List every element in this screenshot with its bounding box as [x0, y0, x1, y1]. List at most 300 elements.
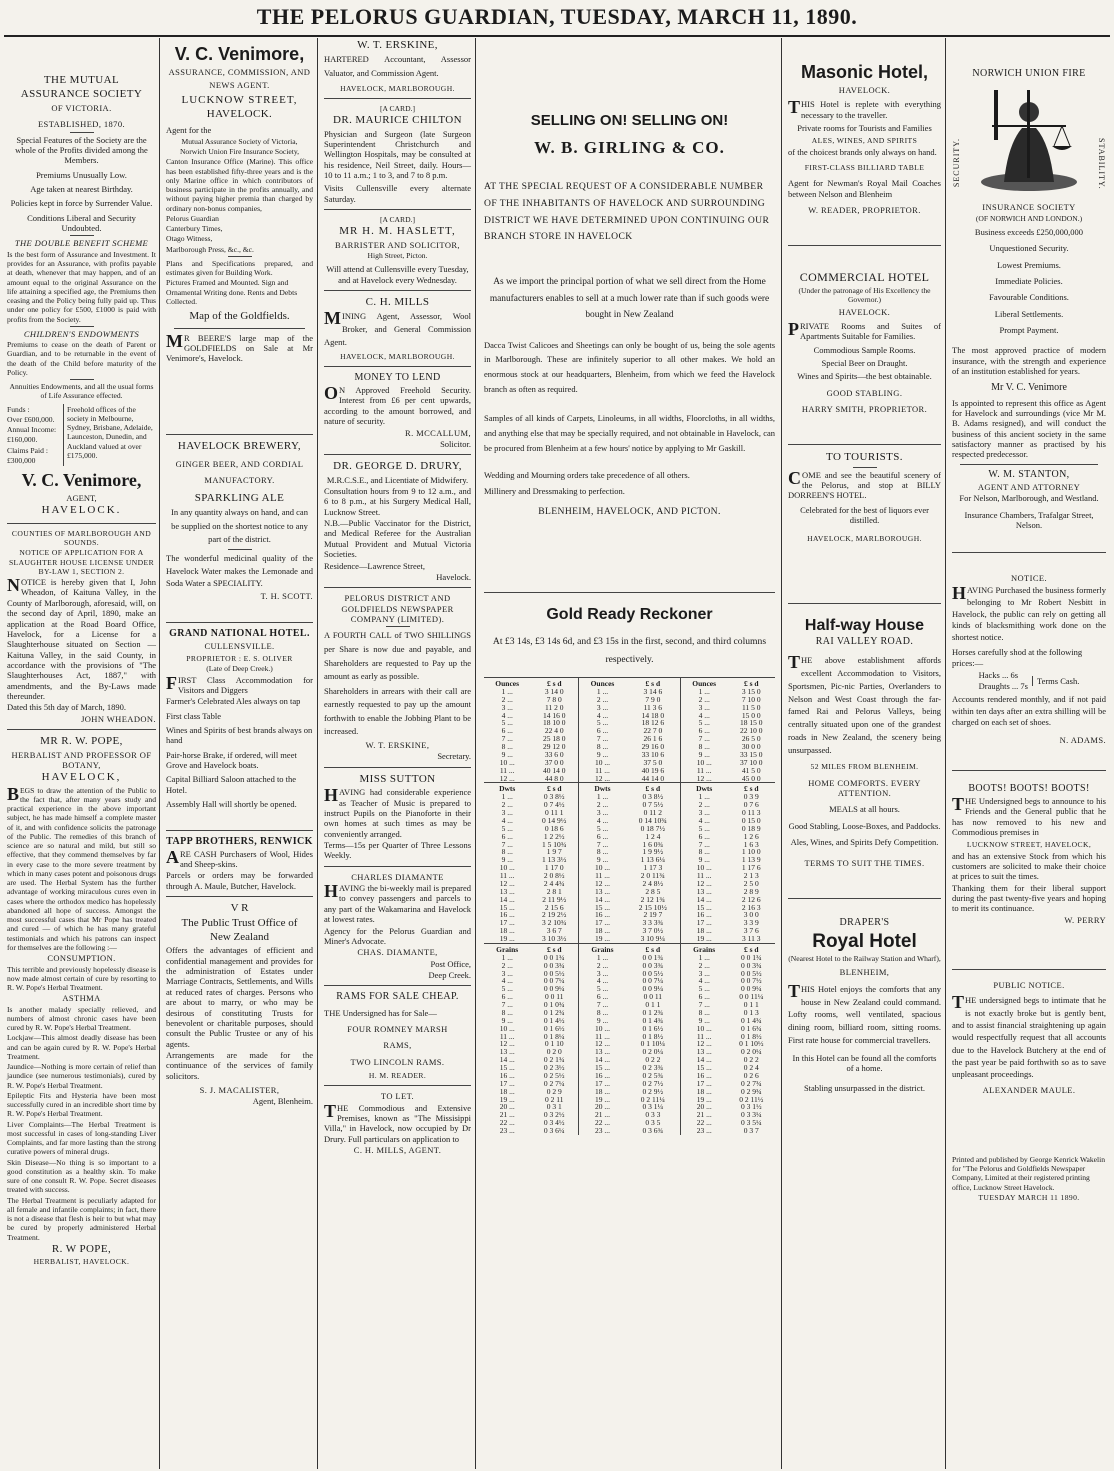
norwich-ad [952, 68, 1106, 460]
chilton-card: [A CARD.] [379, 103, 416, 113]
reckoner-qty: 10 ... [680, 1025, 727, 1033]
reckoner-value: 1 2 2½ [543, 831, 565, 841]
reckoner-value: 0 3 5¼ [740, 1118, 762, 1128]
adams-hacks: Hacks ... 6s [978, 669, 1019, 680]
reckoner-row [484, 1103, 775, 1111]
reckoner-qty: 19 ... [579, 935, 626, 943]
divider [70, 326, 94, 327]
reckoner-qty: 6 ... [680, 833, 727, 841]
divider [324, 209, 471, 210]
norwich-society: INSURANCE SOCIETY [982, 202, 1076, 213]
reckoner-qty: 6 ... [680, 727, 727, 735]
pope-asthma-title: ASTHMA [62, 993, 101, 1004]
drury-ad [324, 460, 471, 582]
reckoner-value: 44 8 0 [544, 773, 564, 783]
reckoner-qty: 3 ... [680, 970, 727, 978]
haslett-title: BARRISTER AND SOLICITOR, [335, 239, 460, 250]
venimore2-line2: NEWS AGENT. [209, 80, 270, 91]
reckoner-row [484, 904, 775, 912]
reckoner-qty: 19 ... [680, 935, 727, 943]
divider [228, 549, 252, 550]
reckoner-body [484, 678, 775, 1135]
reckoner-row [484, 1127, 775, 1135]
reckoner-lsd-header: £ s d [728, 678, 775, 688]
halfway-line2: MEALS at all hours. [829, 804, 900, 815]
reckoner-qty: 17 ... [499, 918, 515, 928]
reckoner-row [484, 927, 775, 935]
reckoner-value: 11 5 0 [742, 702, 761, 712]
pope-sign2: HERBALIST, HAVELOCK. [33, 1257, 130, 1267]
reckoner-qty: 1 ... [501, 792, 513, 802]
divider [174, 328, 305, 329]
divider [484, 592, 775, 593]
reckoner-value: 0 15 0 [741, 815, 761, 825]
reckoner-qty: 5 ... [579, 719, 626, 727]
brewery-body: In any quantity always on hand, and can be supplied on the shortest notice to any part of the district. [171, 507, 308, 545]
reckoner-qty: 22 ... [499, 1118, 515, 1128]
reckoner-unit-header: Ounces [484, 678, 530, 688]
halfway-ad [788, 616, 941, 868]
norwich-of: (OF NORWICH AND LONDON.) [975, 213, 1083, 223]
divider [7, 729, 156, 730]
reckoner-qty: 9 ... [579, 1017, 626, 1025]
reckoner-qty: 17 ... [680, 1080, 727, 1088]
venimore2-map: Map of the Goldfields. [189, 310, 290, 323]
tourists-title: TO TOURISTS. [826, 451, 903, 464]
divider [324, 985, 471, 986]
diamante-ad [324, 872, 471, 981]
reckoner-value: 1 6 0¾ [642, 839, 664, 849]
haslett-card: [A CARD.] [379, 215, 416, 225]
reckoner-value: 0 0 5½ [740, 968, 762, 978]
divider [324, 767, 471, 768]
masthead [0, 0, 1114, 36]
divider [166, 830, 313, 831]
reckoner-value: 0 2 11 [545, 1094, 564, 1104]
reckoner-row [484, 993, 775, 1001]
halfway-line4: Ales, Wines, and Spirits Defy Competition. [790, 837, 939, 848]
reckoner-qty: 13 ... [579, 1048, 626, 1056]
commercial-place: HAVELOCK. [838, 307, 891, 318]
mutual-funds [7, 404, 156, 467]
reckoner-qty: 19 ... [499, 1094, 515, 1104]
tolet-title: TO LET. [380, 1091, 415, 1102]
reckoner-value: 18 15 0 [740, 718, 763, 728]
reckoner-value: 3 6 7 [546, 926, 562, 936]
boots-title: BOOTS! BOOTS! BOOTS! [968, 782, 1090, 794]
reckoner-value: 2 12 6 [741, 894, 761, 904]
reckoner-value: 0 11 1 [545, 808, 564, 818]
reckoner-qty: 11 ... [499, 765, 515, 775]
reckoner-qty: 7 ... [680, 1001, 727, 1009]
reckoner-row [484, 856, 775, 864]
tolet-ad [324, 1091, 471, 1155]
reckoner-qty: 15 ... [680, 904, 727, 912]
reckoner-row [484, 1111, 775, 1119]
divider [324, 454, 471, 455]
reckoner-value: 0 1 2¾ [642, 1007, 664, 1017]
pope-jaundice: Jaundice—Nothing is more certain of relief than jaundice (see numerous testimonials), cured by R. W. Pope's Herbal Treatment. [7, 1062, 156, 1090]
reckoner-value: 1 6 3 [743, 839, 759, 849]
mills-name: C. H. MILLS [365, 296, 430, 308]
reckoner-qty: 6 ... [579, 993, 626, 1001]
grand-line4: Wines and Spirits of best brands always on hand [166, 724, 313, 746]
reckoner-row [484, 767, 775, 775]
girling-announce: AT THE SPECIAL REQUEST OF A CONSIDERABLE NUMBER OF THE INHABITANTS OF HAVELOCK AND SURROUNDING DISTRICT WE HAVE DETERMINED UPON CONTINUING OUR BRANCH STORE IN HAVELOCK [484, 181, 770, 243]
reckoner-qty: 7 ... [680, 841, 727, 849]
reckoner-title: Gold Ready Reckoner [546, 606, 713, 624]
divider [70, 132, 94, 133]
halfway-place: RAI VALLEY ROAD. [815, 636, 914, 648]
reckoner-qty: 12 ... [680, 775, 727, 783]
reckoner-value: 0 2 5¾ [642, 1070, 664, 1080]
notice-dated: Dated this 5th day of March, 1890. [7, 702, 126, 713]
reckoner-row [484, 935, 775, 943]
reckoner-value: 0 2 7½ [642, 1078, 664, 1088]
reckoner-value: 1 10 0 [741, 847, 761, 857]
chilton-ad [324, 104, 471, 204]
divider [952, 969, 1106, 970]
trust-body2: Arrangements are made for the continuance of the services of family solicitors. [166, 1049, 313, 1081]
royal-line1: DRAPER'S [839, 916, 890, 928]
reckoner-qty: 16 ... [579, 911, 626, 919]
halfway-line3: Good Stabling, Loose-Boxes, and Paddocks. [788, 820, 941, 831]
adams-notice [952, 573, 1106, 745]
reckoner-value: 0 7 6 [743, 800, 759, 810]
reckoner-qty: 8 ... [579, 1009, 626, 1017]
reckoner-qty: 7 ... [501, 839, 513, 849]
mutual-f4: Conditions Liberal and Security Undoubted. [27, 212, 136, 234]
reckoner-value: 0 0 1¾ [642, 952, 664, 962]
reckoner-value: 2 15 10½ [638, 902, 667, 912]
commercial-line3: Wines and Spirits—the best obtainable. [797, 371, 932, 382]
reckoner-qty: 1 ... [680, 954, 727, 962]
rams-sign: H. M. READER. [368, 1070, 427, 1080]
income-value: £160,000. [7, 435, 38, 445]
reckoner-row [484, 962, 775, 970]
drury-res2: Havelock. [436, 571, 471, 582]
reckoner-qty: 21 ... [579, 1111, 626, 1119]
tapp-body2: Parcels or orders may be forwarded through A. Maule, Butcher, Havelock. [166, 870, 313, 891]
haslett-ad [324, 215, 471, 285]
divider [166, 896, 313, 897]
reckoner-row [484, 872, 775, 880]
reckoner-value: 0 1 10¼ [640, 1039, 666, 1049]
reckoner-qty: 6 ... [501, 831, 513, 841]
reckoner-value: 26 1 6 [643, 734, 663, 744]
royal-ad [788, 917, 941, 1094]
norwich-vert-left: SECURITY. [952, 138, 961, 188]
reckoner-qty: 2 ... [579, 962, 626, 970]
reckoner-value: 1 13 6¼ [640, 855, 666, 865]
reckoner-value: 2 5 0 [743, 878, 759, 888]
pope-body: BEGS to draw the attention of the Public to the fact that, after many years study and practical experience in the above important subject, he has made himself a complete master of it, and with confidence solicits the patronage of the Public. The remedies of this branch of science are so natural and mild, but still so effective, that they commend themselves by far in every case to the more severe treatment by which in many cases potent and poisonous drugs are used. The Herbal System has the further advantage of working miraculous cures even in cases where the orthodox medico has hopelessly abandoned all hope of success. Amongst the most successful cases that Mr Pope has treated and cured — of which he has many grateful testimonials and which his patrons can inspect for themselves are the following :— [7, 783, 156, 952]
notice-signed: JOHN WHEADON. [81, 713, 156, 724]
reckoner-qty: 5 ... [501, 718, 513, 728]
tourists-place: HAVELOCK, MARLBOROUGH. [807, 533, 922, 543]
reckoner-qty: 11 ... [499, 871, 515, 881]
reckoner-qty: 14 ... [579, 1056, 626, 1064]
reckoner-value: 0 3 8½ [642, 792, 664, 802]
mutual-f3: Policies kept in force by Surrender Value. [10, 198, 153, 209]
reckoner-value: 0 1 3 [743, 1007, 759, 1017]
norwich-l3: Immediate Policies. [995, 275, 1063, 286]
reckoner-row [484, 1072, 775, 1080]
reckoner-qty: 3 ... [501, 702, 513, 712]
reckoner-qty: 13 ... [680, 1048, 727, 1056]
norwich-l5: Liberal Settlements. [994, 308, 1064, 319]
reckoner-qty: 4 ... [680, 817, 727, 825]
pope-epileptic: Epileptic Fits and Hysteria have been most successfully cured in an incredible short time by R. W. Pope's Herbal Treatment. [7, 1090, 156, 1119]
grand-line5: Pair-horse Brake, if ordered, will meet Grove and Havelock boats. [166, 749, 297, 771]
reckoner-value: 37 10 0 [740, 757, 763, 767]
girling-wedding: Wedding and Mourning orders take precedence of all others. [484, 469, 690, 480]
reckoner-qty: 8 ... [501, 847, 513, 857]
reckoner-value: 0 3 2½ [543, 1110, 565, 1120]
adams-prices-list [979, 669, 1028, 693]
reckoner-qty: 15 ... [579, 1064, 626, 1072]
reckoner-row [484, 833, 775, 841]
reckoner-row [484, 1119, 775, 1127]
reckoner-qty: 4 ... [501, 815, 513, 825]
mills-body: MINING Agent, Assessor, Wool Broker, and General Commission Agent. [324, 308, 471, 347]
column-5 [784, 38, 946, 1469]
reckoner-value: 45 0 0 [741, 773, 761, 783]
reckoner-value: 3 7 0½ [642, 926, 664, 936]
reckoner-qty: 18 ... [680, 927, 727, 935]
mutual-title1: THE MUTUAL [43, 74, 120, 86]
reckoner-value: 0 1 8¼ [543, 1031, 565, 1041]
masonic-line3: of the choicest brands only always on hand. [788, 146, 937, 157]
trust-sign2: Agent, Blenheim. [252, 1096, 313, 1107]
reckoner-value: 3 0 0 [743, 910, 759, 920]
venimore2-name: V. C. Venimore, [174, 44, 305, 64]
masonic-body: THIS Hotel is replete with everything necessary to the traveller. [788, 97, 941, 120]
reckoner-value: 0 1 10½ [739, 1039, 764, 1049]
girling-dacca: Dacca Twist Calicoes and Sheetings can only be bought of us, being the sole agents in Marlborough. These are infinitely superior to all other makes. We hold an enormous stock at our headquarters, Blenheim, from which we feed the Havelock branch as often as required. [484, 339, 775, 395]
reckoner-value: 2 15 6 [544, 902, 564, 912]
boots-body: THE Undersigned begs to announce to his Friends and the General public that he has now removed to his new and Commodious premises in [952, 793, 1106, 837]
reckoner-row [484, 841, 775, 849]
reckoner-value: 2 8 1 [546, 886, 562, 896]
brewery-line2: MANUFACTORY. [204, 475, 275, 486]
grand-line2: Farmer's Celebrated Ales always on tap [166, 696, 301, 707]
reckoner-qty: 3 ... [501, 968, 513, 978]
stanton-body: For Nelson, Marlborough, and Westland. [959, 493, 1099, 504]
stanton-title: AGENT AND ATTORNEY [977, 481, 1081, 492]
venimore-name: V. C. Venimore, [21, 470, 142, 491]
reckoner-value: 22 4 0 [544, 726, 564, 736]
reckoner-value: 0 1 0¾ [543, 1000, 565, 1010]
masonic-line5: Agent for Newman's Royal Mail Coaches between Nelson and Blenheim [788, 178, 941, 199]
pope-herbalist-ad [7, 735, 156, 1266]
divider [788, 898, 941, 899]
reckoner-value: 0 1 6½ [543, 1023, 565, 1033]
girling-samples: Samples of all kinds of Carpets, Linoleums, in all widths, Floorcloths, in all widths, and anything else that may be specially required, and not obtainable in Havelock, can be procured from Blenheim at a few hours' notice by applying to Mr Gaskill. [484, 413, 775, 453]
commercial-body: PRIVATE Rooms and Suites of Apartments Suitable for Families. [788, 318, 941, 342]
reckoner-qty: 17 ... [499, 1078, 515, 1088]
reckoner-qty: 1 ... [501, 686, 513, 696]
diamante-body2: Agency for the Pelorus Guardian and Miner's Advocate. [324, 925, 471, 946]
reckoner-value: 33 6 0 [544, 749, 564, 759]
mutual-f2: Age taken at nearest Birthday. [30, 183, 133, 194]
reckoner-qty: 8 ... [579, 848, 626, 856]
tapp-title: TAPP BROTHERS, RENWICK [166, 835, 313, 847]
public-trust-ad [166, 902, 313, 1107]
reckoner-value: 40 14 0 [542, 765, 566, 775]
reckoner-value: 0 2 1¾ [543, 1055, 565, 1065]
grand-late: (Late of Deep Creek.) [206, 664, 273, 674]
reckoner-value: 0 1 2¾ [543, 1007, 565, 1017]
sutton-terms: Terms—15s per Quarter of Three Lessons Weekly. [324, 840, 471, 861]
halfway-title: Half-way House [804, 616, 925, 634]
reckoner-qty: 3 ... [680, 704, 727, 712]
pope-liver: Liver Complaints—The Herbal Treatment is most successful in cases of long-standing Liver Complaints, and far more lasting than the strong curative powers of mineral drugs. [7, 1119, 156, 1157]
reckoner-value: 0 3 1¼ [642, 1102, 664, 1112]
reckoner-value: 44 14 0 [641, 773, 665, 783]
venimore2-agent-for: Agent for the [166, 125, 212, 136]
haslett-name: MR H. M. HASLETT, [339, 225, 456, 238]
reckoner-qty: 3 ... [579, 704, 626, 712]
reckoner-row [484, 1025, 775, 1033]
reckoner-qty: 11 ... [680, 1033, 727, 1041]
reckoner-row [484, 735, 775, 743]
reckoner-qty: 15 ... [499, 902, 515, 912]
reckoner-value: 0 2 6 [743, 1070, 759, 1080]
reckoner-value: 2 0 8½ [543, 871, 565, 881]
reckoner-qty: 4 ... [501, 710, 513, 720]
reckoner-value: 0 2 4 [743, 1063, 759, 1073]
reckoner-value: 0 3 6¼ [543, 1126, 565, 1136]
chilton-name: DR. MAURICE CHILTON [333, 114, 462, 127]
mutual-children: Premiums to cease on the death of Parent or Guardian, and to be returnable in the event of the death of the Child before maturity of the Policy. [7, 340, 156, 377]
divider [853, 467, 877, 468]
reckoner-value: 0 7 5½ [642, 800, 664, 810]
brewery-line1: GINGER BEER, AND CORDIAL [175, 458, 304, 469]
reckoner-qty: 5 ... [501, 984, 513, 994]
commercial-line1: Commodious Sample Rooms. [813, 344, 916, 355]
reckoner-qty: 9 ... [579, 751, 626, 759]
reckoner-row [484, 1056, 775, 1064]
reckoner-lsd-header: £ s d [626, 783, 681, 793]
reckoner-qty: 12 ... [579, 1040, 626, 1048]
halfway-line1: HOME COMFORTS. EVERY ATTENTION. [808, 777, 921, 799]
divider [228, 256, 252, 257]
reckoner-qty: 7 ... [501, 734, 513, 744]
reckoner-qty: 1 ... [579, 793, 626, 801]
reckoner-row [484, 801, 775, 809]
maule-title: PUBLIC NOTICE. [993, 980, 1065, 991]
divider [952, 552, 1106, 553]
reckoner-qty: 10 ... [680, 864, 727, 872]
reckoner-qty: 11 ... [680, 767, 727, 775]
reckoner-row [484, 977, 775, 985]
income-label: Annual Income: [7, 425, 57, 435]
column-1 [4, 38, 160, 1469]
reckoner-row [484, 1096, 775, 1104]
grand-proprietor: PROPRIETOR : E. S. OLIVER [186, 654, 293, 664]
reckoner-qty: 14 ... [499, 1055, 515, 1065]
mutual-scheme: Is the best form of Assurance and Investment. It provides for an Assurance, with profits payable at death, whenever that may happen, and of an amount equal to the original Assurance on the life attaining a specified age, the Premiums then ceasing and the Policy being fully paid up. Thus under one policy for £500, £1000 is paid with profits from the Society. [7, 249, 156, 324]
drury-nb: N.B.—Public Vaccinator for the District, and Medical Referee for the Australian Mutual Provident and Mutual Victoria Societies. [324, 518, 471, 560]
drury-hours: Consultation hours from 9 to 12 a.m., and 6 to 8 p.m., at his Surgery Medical Hall, Lucknow Street. [324, 486, 471, 517]
mills-place: HAVELOCK, MARLBOROUGH. [340, 351, 455, 361]
reckoner-value: 0 2 0¼ [642, 1047, 664, 1057]
reckoner-qty: 8 ... [501, 742, 513, 752]
reckoner-value: 0 0 11 [643, 992, 663, 1002]
halfway-miles: 52 MILES FROM BLENHEIM. [810, 762, 919, 772]
reckoner-row [484, 775, 775, 783]
reckoner-qty: 2 ... [501, 960, 513, 970]
norwich-practice: The most approved practice of modern insurance, with the strength and experience of an institution established for years. [952, 345, 1106, 377]
reckoner-value: 2 1 3 [743, 871, 759, 881]
reckoner-value: 0 11 2 [643, 808, 663, 818]
reckoner-value: 1 17 3 [643, 863, 663, 873]
reckoner-value: 14 16 0 [542, 710, 566, 720]
reckoner-table [484, 677, 775, 1135]
reckoner-value: 0 1 4¾ [642, 1015, 664, 1025]
reckoner-qty: 2 ... [680, 962, 727, 970]
reckoner-value: 0 0 9¼ [642, 984, 664, 994]
reckoner-qty: 19 ... [579, 1096, 626, 1104]
divider [324, 98, 471, 99]
commercial-line2: Special Beer on Draught. [821, 357, 908, 368]
reckoner-qty: 11 ... [579, 872, 626, 880]
mutual-assurance-ad [7, 74, 156, 466]
commercial-title: COMMERCIAL HOTEL [799, 270, 930, 285]
reckoner [484, 605, 775, 1135]
reckoner-qty: 1 ... [680, 688, 727, 696]
reckoner-value: 0 3 4½ [543, 1118, 565, 1128]
divider [960, 464, 1098, 465]
tourists-body2: Celebrated for the best of liquors ever distilled. [800, 504, 929, 526]
reckoner-qty: 5 ... [501, 823, 513, 833]
reckoner-qty: 2 ... [680, 801, 727, 809]
norwich-l1: Unquestioned Security. [989, 243, 1069, 254]
girling-places: BLENHEIM, HAVELOCK, AND PICTON. [538, 506, 721, 518]
reckoner-qty: 12 ... [579, 880, 626, 888]
grand-place: CULLENSVILLE. [204, 640, 275, 651]
reckoner-qty: 16 ... [579, 1072, 626, 1080]
reckoner-qty: 7 ... [680, 735, 727, 743]
reckoner-qty: 4 ... [680, 977, 727, 985]
reckoner-value: 0 0 7¼ [642, 976, 664, 986]
reckoner-qty: 16 ... [680, 911, 727, 919]
norwich-l6: Prompt Payment. [999, 324, 1059, 335]
reckoner-qty: 16 ... [499, 1070, 515, 1080]
divider [324, 366, 471, 367]
reckoner-qty: 5 ... [680, 985, 727, 993]
boots-ad [952, 783, 1106, 925]
reckoner-section-header [484, 943, 775, 953]
mills-ad [324, 296, 471, 361]
reckoner-lsd-header: £ s d [728, 943, 775, 953]
brewery-sign: T. H. SCOTT. [260, 591, 313, 602]
reckoner-row [484, 1001, 775, 1009]
reckoner-value: 0 3 1 [546, 1102, 562, 1112]
reckoner-qty: 11 ... [499, 1031, 515, 1041]
pope-asthma: Is another malady specially relieved, and numbers of almost chronic cases have been cured by R. W. Pope's Herbal Treatment. [7, 1004, 156, 1033]
reckoner-value: 0 3 8½ [543, 792, 565, 802]
reckoner-qty: 5 ... [680, 719, 727, 727]
column-3 [320, 38, 476, 1469]
reckoner-lsd-header: £ s d [530, 678, 578, 688]
reckoner-qty: 2 ... [501, 800, 513, 810]
mutual-f1: Premiums Unusually Low. [36, 169, 127, 180]
reckoner-qty: 12 ... [680, 880, 727, 888]
reckoner-qty: 23 ... [499, 1126, 515, 1136]
boots-body2: and has an extensive Stock from which his customers are solicited to make their choice at prices to suit the times. [952, 850, 1106, 882]
